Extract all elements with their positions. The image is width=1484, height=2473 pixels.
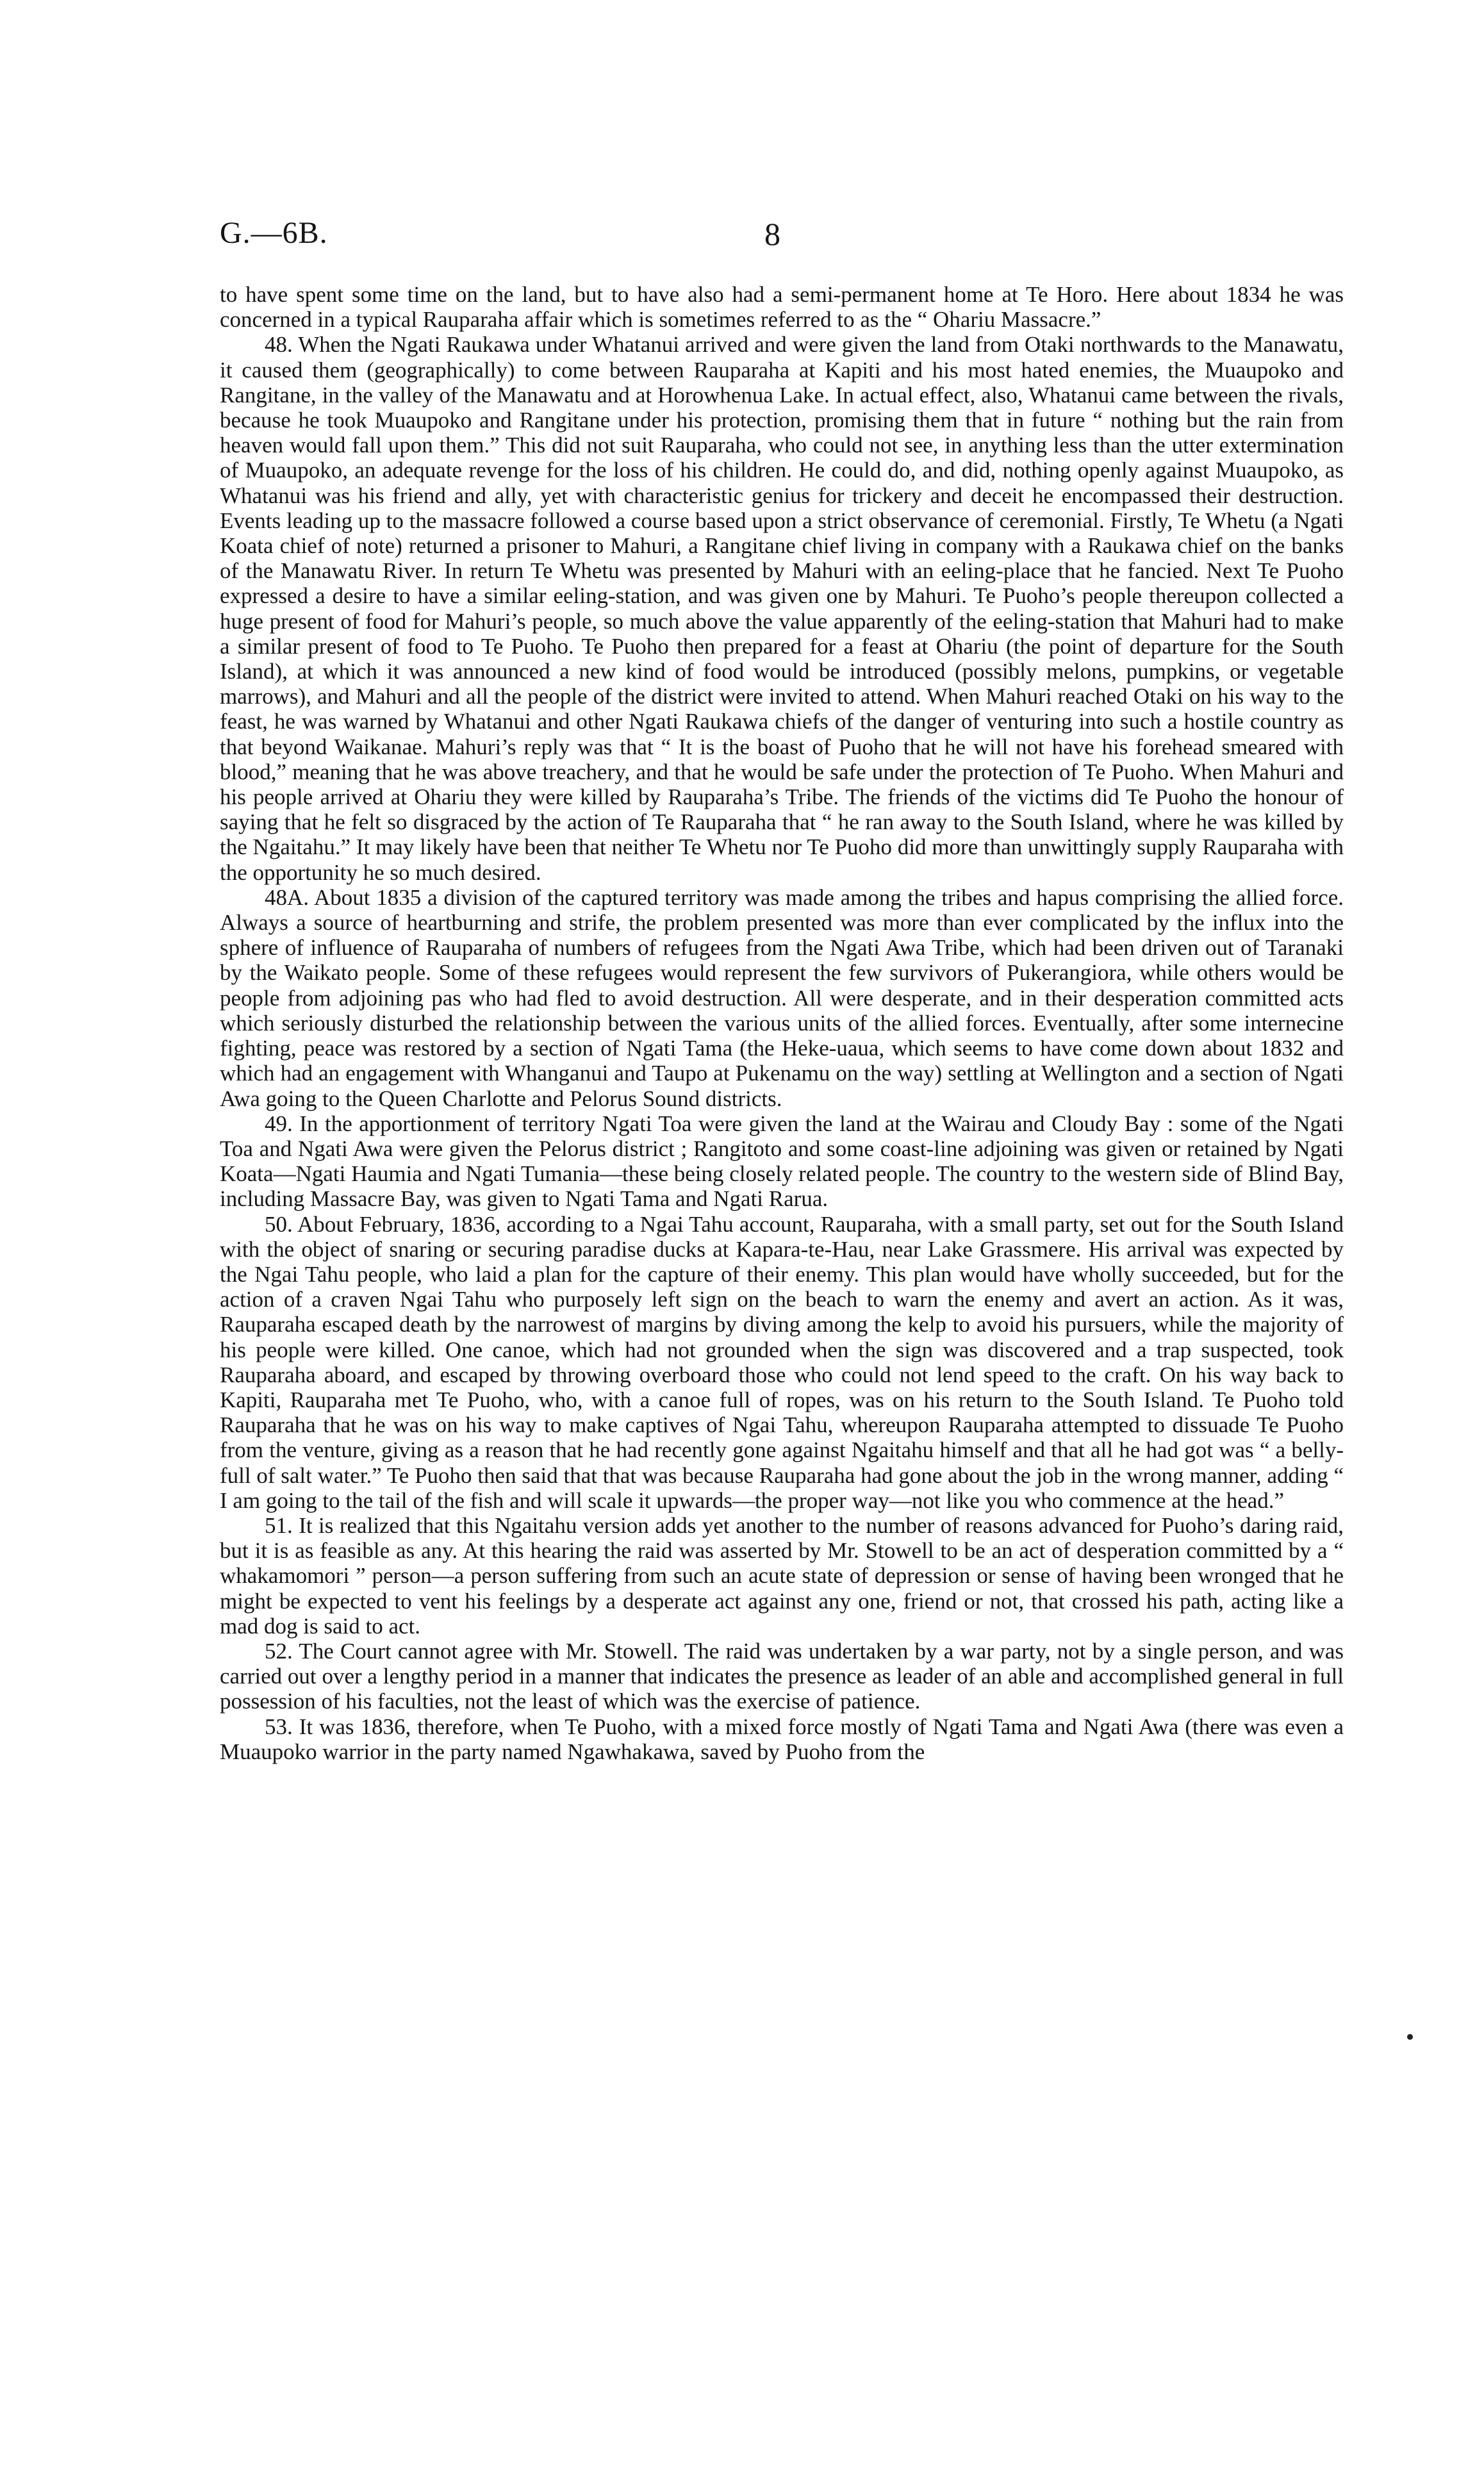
margin-speck-mark xyxy=(1407,2034,1413,2040)
paragraph-49: 49. In the apportionment of territory Ngati Toa were given the land at the Wairau and Cloudy Bay : some of the Ngati Toa and Ngati Awa were given the Pelorus district ; Rangitoto and some coast-line adjoining was given or retained by Ngati Koata—Ngati Haumia and Ngati Tumania—these being closely related people. The country to the western side of Blind Bay, including Massacre Bay, was given to Ngati Tama and Ngati Rarua. xyxy=(220,1111,1344,1212)
paragraph-50: 50. About February, 1836, according to a Ngai Tahu account, Rauparaha, with a small party, set out for the South Island with the object of snaring or securing paradise ducks at Kapara-te-Hau, near Lake Grassmere. His arrival was expected by the Ngai Tahu people, who laid a plan for the capture of their enemy. This plan would have wholly succeeded, but for the action of a craven Ngai Tahu who purposely left sign on the beach to warn the enemy and avert an action. As it was, Rauparaha escaped death by the narrowest of margins by diving among the kelp to avoid his pursuers, while the majority of his people were killed. One canoe, which had not grounded when the sign was discovered and a trap suspected, took Rauparaha aboard, and escaped by throwing overboard those who could not lend speed to the craft. On his way back to Kapiti, Rauparaha met Te Puoho, who, with a canoe full of ropes, was on his return to the South Island. Te Puoho told Rauparaha that he was on his way to make captives of Ngai Tahu, whereupon Rauparaha attempted to dissuade Te Puoho from the venture, giving as a reason that he had recently gone against Ngaitahu himself and that all he had got was “ a belly-full of salt water.” Te Puoho then said that that was because Rauparaha had gone about the job in the wrong manner, adding “ I am going to the tail of the fish and will scale it upwards—the proper way—not like you who commence at the head.” xyxy=(220,1211,1344,1513)
paragraph-51: 51. It is realized that this Ngaitahu version adds yet another to the number of reasons advanced for Puoho’s daring raid, but it is as feasible as any. At this hearing the raid was asserted by Mr. Stowell to be an act of desperation committed by a “ whakamomori ” person—a person suffering from such an acute state of depression or sense of having been wronged that he might be expected to vent his feelings by a desperate act against any one, friend or not, that crossed his path, acting like a mad dog is said to act. xyxy=(220,1512,1344,1639)
page-number: 8 xyxy=(764,216,780,252)
document-reference: G.—6B. xyxy=(220,216,328,250)
paragraph-48a: 48A. About 1835 a division of the captured territory was made among the tribes and hapus comprising the allied force. Always a source of heartburning and strife, the problem presented was more than ever complicated by the influx into the sphere of influence of Rauparaha of numbers of refugees from the Ngati Awa Tribe, which had been driven out of Taranaki by the Waikato people. Some of these refugees would represent the few survivors of Pukerangiora, while others would be people from adjoining pas who had fled to avoid destruction. All were desperate, and in their desperation committed acts which seriously disturbed the relationship between the various units of the allied forces. Eventually, after some internecine fighting, peace was restored by a section of Ngati Tama (the Heke-uaua, which seems to have come down about 1832 and which had an engagement with Whanganui and Taupo at Pukenamu on the way) settling at Wellington and a section of Ngati Awa going to the Queen Charlotte and Pelorus Sound districts. xyxy=(220,884,1344,1111)
paragraph-continuation: to have spent some time on the land, but to have also had a semi-permanent home at Te Horo. Here about 1834 he was concerned in a typical Rauparaha affair which is sometimes referred to as the “ Ohariu Massacre.” xyxy=(220,282,1344,333)
document-body xyxy=(220,282,1344,1764)
page-header xyxy=(220,215,1344,260)
paragraph-48: 48. When the Ngati Raukawa under Whatanui arrived and were given the land from Otaki northwards to the Manawatu, it caused them (geographically) to come between Rauparaha at Kapiti and his most hated enemies, the Muaupoko and Rangitane, in the valley of the Manawatu and at Horowhenua Lake. In actual effect, also, Whatanui came between the rivals, because he took Muaupoko and Rangitane under his protection, promising them that in future “ nothing but the rain from heaven would fall upon them.” This did not suit Rauparaha, who could not see, in anything less than the utter extermination of Muaupoko, an adequate revenge for the loss of his children. He could do, and did, nothing openly against Muaupoko, as Whatanui was his friend and ally, yet with characteristic genius for trickery and deceit he encompassed their destruction. Events leading up to the massacre followed a course based upon a strict observance of ceremonial. Firstly, Te Whetu (a Ngati Koata chief of note) returned a prisoner to Mahuri, a Rangitane chief living in company with a Raukawa chief on the banks of the Manawatu River. In return Te Whetu was presented by Mahuri with an eeling-place that he fancied. Next Te Puoho expressed a desire to have a similar eeling-station, and was given one by Mahuri. Te Puoho’s people thereupon collected a huge present of food for Mahuri’s people, so much above the value apparently of the eeling-station that Mahuri had to make a similar present of food to Te Puoho. Te Puoho then prepared for a feast at Ohariu (the point of departure for the South Island), at which it was announced a new kind of food would be introduced (possibly melons, pumpkins, or vegetable marrows), and Mahuri and all the people of the district were invited to attend. When Mahuri reached Otaki on his way to the feast, he was warned by Whatanui and other Ngati Raukawa chiefs of the danger of venturing into such a hostile country as that beyond Waikanae. Mahuri’s reply was that “ It is the boast of Puoho that he will not have his forehead smeared with blood,” meaning that he was above treachery, and that he would be safe under the protection of Te Puoho. When Mahuri and his people arrived at Ohariu they were killed by Rauparaha’s Tribe. The friends of the victims did Te Puoho the honour of saying that he felt so disgraced by the action of Te Rauparaha that “ he ran away to the South Island, where he was killed by the Ngaitahu.” It may likely have been that neither Te Whetu nor Te Puoho did more than unwittingly supply Rauparaha with the opportunity he so much desired. xyxy=(220,332,1344,885)
paragraph-52: 52. The Court cannot agree with Mr. Stowell. The raid was undertaken by a war party, not by a single person, and was carried out over a lengthy period in a manner that indicates the presence as leader of an able and accomplished general in full possession of his faculties, not the least of which was the exercise of patience. xyxy=(220,1638,1344,1714)
paragraph-53: 53. It was 1836, therefore, when Te Puoho, with a mixed force mostly of Ngati Tama and Ngati Awa (there was even a Muaupoko warrior in the party named Ngawhakawa, saved by Puoho from the xyxy=(220,1714,1344,1764)
